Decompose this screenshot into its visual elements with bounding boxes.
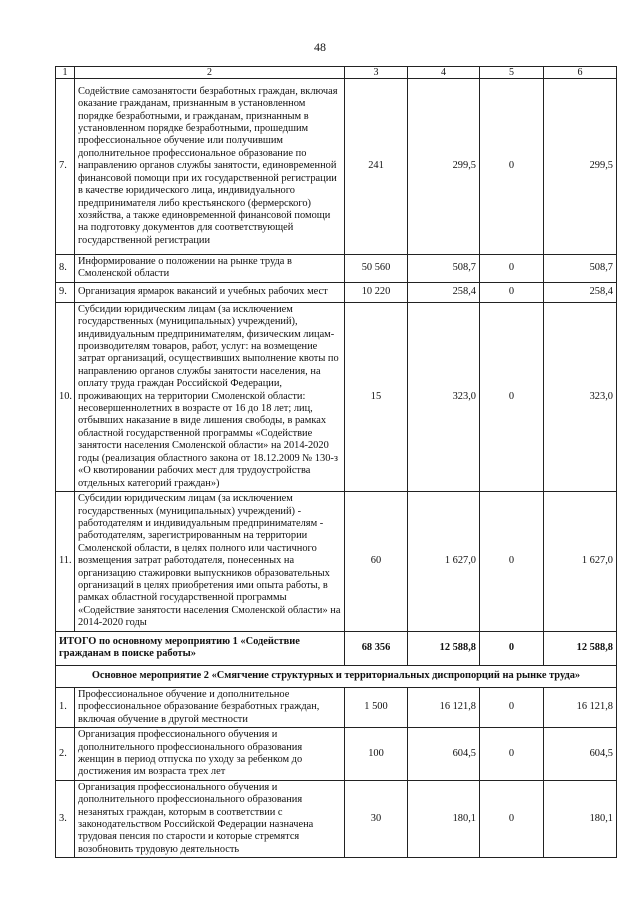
section-title: Основное мероприятие 2 «Смягчение структурных и территориальных диспропорций на рынке труда» <box>56 665 617 687</box>
row-description: Субсидии юридическим лицам (за исключением государственных (муниципальных) учреждений) - работодателям и индивидуальным предпринимателям - работодателям, зарегистрированным на территории Смоленской области, в целях полного или частичного возмещения затрат работодателя, понесенных на организацию стажировки выпускников образовательных организаций в целях приобретения ими опыта работы, в рамках областной государственной программы «Содействие занятости населения Смоленской области» на 2014-2020 годы <box>75 491 345 631</box>
row-number: 8. <box>56 255 75 283</box>
row-col3: 100 <box>345 728 408 781</box>
row-col3: 10 220 <box>345 282 408 302</box>
row-col3: 50 560 <box>345 255 408 283</box>
row-col4: 604,5 <box>408 728 480 781</box>
row-description: Субсидии юридическим лицам (за исключением государственных (муниципальных) учреждений), индивидуальным предпринимателям, физическим лицам- производителям товаров, работ, услуг: на возмещение затрат организаций, осуществивших выполнение квоты по направлению органов службы занятости населения, на оплату труда граждан Российской Федерации, проживающих на территории Смоленской области: несовершеннолетних в возрасте от 16 до 18 лет; лиц, отбывших наказание в виде лишения свободы, в рамках областной государственной программы «Содействие занятости населения Смоленской области» на 2014-2020 годы (реализация областного закона от 18.12.2009 № 130-з «О квотировании рабочих мест для трудоустройства отдельных категорий граждан») <box>75 302 345 491</box>
table-row <box>56 255 617 283</box>
row-col3: 241 <box>345 79 408 255</box>
header-cell: 4 <box>408 67 480 79</box>
row-col6: 604,5 <box>544 728 617 781</box>
row-col4: 323,0 <box>408 302 480 491</box>
row-col6: 258,4 <box>544 282 617 302</box>
row-col6: 1 627,0 <box>544 491 617 631</box>
program-table <box>55 66 617 858</box>
row-col6: 299,5 <box>544 79 617 255</box>
row-number: 11. <box>56 491 75 631</box>
row-col3: 15 <box>345 302 408 491</box>
row-description: Организация профессионального обучения и дополнительного профессионального образования женщин в период отпуска по уходу за ребенком до достижения им возраста трех лет <box>75 728 345 781</box>
row-col4: 1 627,0 <box>408 491 480 631</box>
row-number: 7. <box>56 79 75 255</box>
row-col6: 16 121,8 <box>544 687 617 727</box>
total-label: ИТОГО по основному мероприятию 1 «Содействие гражданам в поиске работы» <box>56 631 345 665</box>
table-row <box>56 282 617 302</box>
row-description: Организация профессионального обучения и дополнительного профессионального образования незанятых граждан, которым в соответствии с законодательством Российской Федерации назначена трудовая пенсия по старости и которые стремятся возобновить трудовую деятельность <box>75 780 345 857</box>
row-col4: 180,1 <box>408 780 480 857</box>
row-number: 2. <box>56 728 75 781</box>
row-description: Содействие самозанятости безработных граждан, включая оказание гражданам, признанным в установленном порядке безработными, и гражданам, признанным в установленном порядке безработными, прошедшим профессиональное обучение или получившим дополнительное профессиональное образование по направлению органов службы занятости, единовременной финансовой помощи при их государственной регистрации в качестве юридического лица, индивидуального предпринимателя либо крестьянского (фермерского) хозяйства, а также единовременной финансовой помощи на подготовку документов для соответствующей государственной регистрации <box>75 79 345 255</box>
row-number: 1. <box>56 687 75 727</box>
header-row <box>56 67 617 79</box>
total-row <box>56 631 617 665</box>
row-number: 3. <box>56 780 75 857</box>
row-description: Организация ярмарок вакансий и учебных рабочих мест <box>75 282 345 302</box>
page-number: 48 <box>314 40 326 54</box>
row-col5: 0 <box>480 302 544 491</box>
row-col5: 0 <box>480 491 544 631</box>
row-col6: 508,7 <box>544 255 617 283</box>
row-description: Информирование о положении на рынке труда в Смоленской области <box>75 255 345 283</box>
row-col5: 0 <box>480 780 544 857</box>
row-col3: 30 <box>345 780 408 857</box>
row-col3: 60 <box>345 491 408 631</box>
table-row <box>56 491 617 631</box>
row-col4: 258,4 <box>408 282 480 302</box>
table-row <box>56 302 617 491</box>
row-col6: 323,0 <box>544 302 617 491</box>
row-description: Профессиональное обучение и дополнительное профессиональное образование безработных граждан, включая обучение в другой местности <box>75 687 345 727</box>
header-cell: 1 <box>56 67 75 79</box>
table-row <box>56 79 617 255</box>
row-col5: 0 <box>480 687 544 727</box>
table-row <box>56 780 617 857</box>
total-col4: 12 588,8 <box>408 631 480 665</box>
row-col6: 180,1 <box>544 780 617 857</box>
total-col6: 12 588,8 <box>544 631 617 665</box>
row-number: 10. <box>56 302 75 491</box>
total-col3: 68 356 <box>345 631 408 665</box>
header-cell: 6 <box>544 67 617 79</box>
row-col5: 0 <box>480 282 544 302</box>
row-col4: 16 121,8 <box>408 687 480 727</box>
table-row <box>56 687 617 727</box>
row-col3: 1 500 <box>345 687 408 727</box>
table-row <box>56 728 617 781</box>
header-cell: 5 <box>480 67 544 79</box>
total-col5: 0 <box>480 631 544 665</box>
row-col4: 508,7 <box>408 255 480 283</box>
row-col5: 0 <box>480 255 544 283</box>
section-header-row <box>56 665 617 687</box>
row-number: 9. <box>56 282 75 302</box>
row-col5: 0 <box>480 728 544 781</box>
row-col5: 0 <box>480 79 544 255</box>
header-cell: 2 <box>75 67 345 79</box>
row-col4: 299,5 <box>408 79 480 255</box>
header-cell: 3 <box>345 67 408 79</box>
